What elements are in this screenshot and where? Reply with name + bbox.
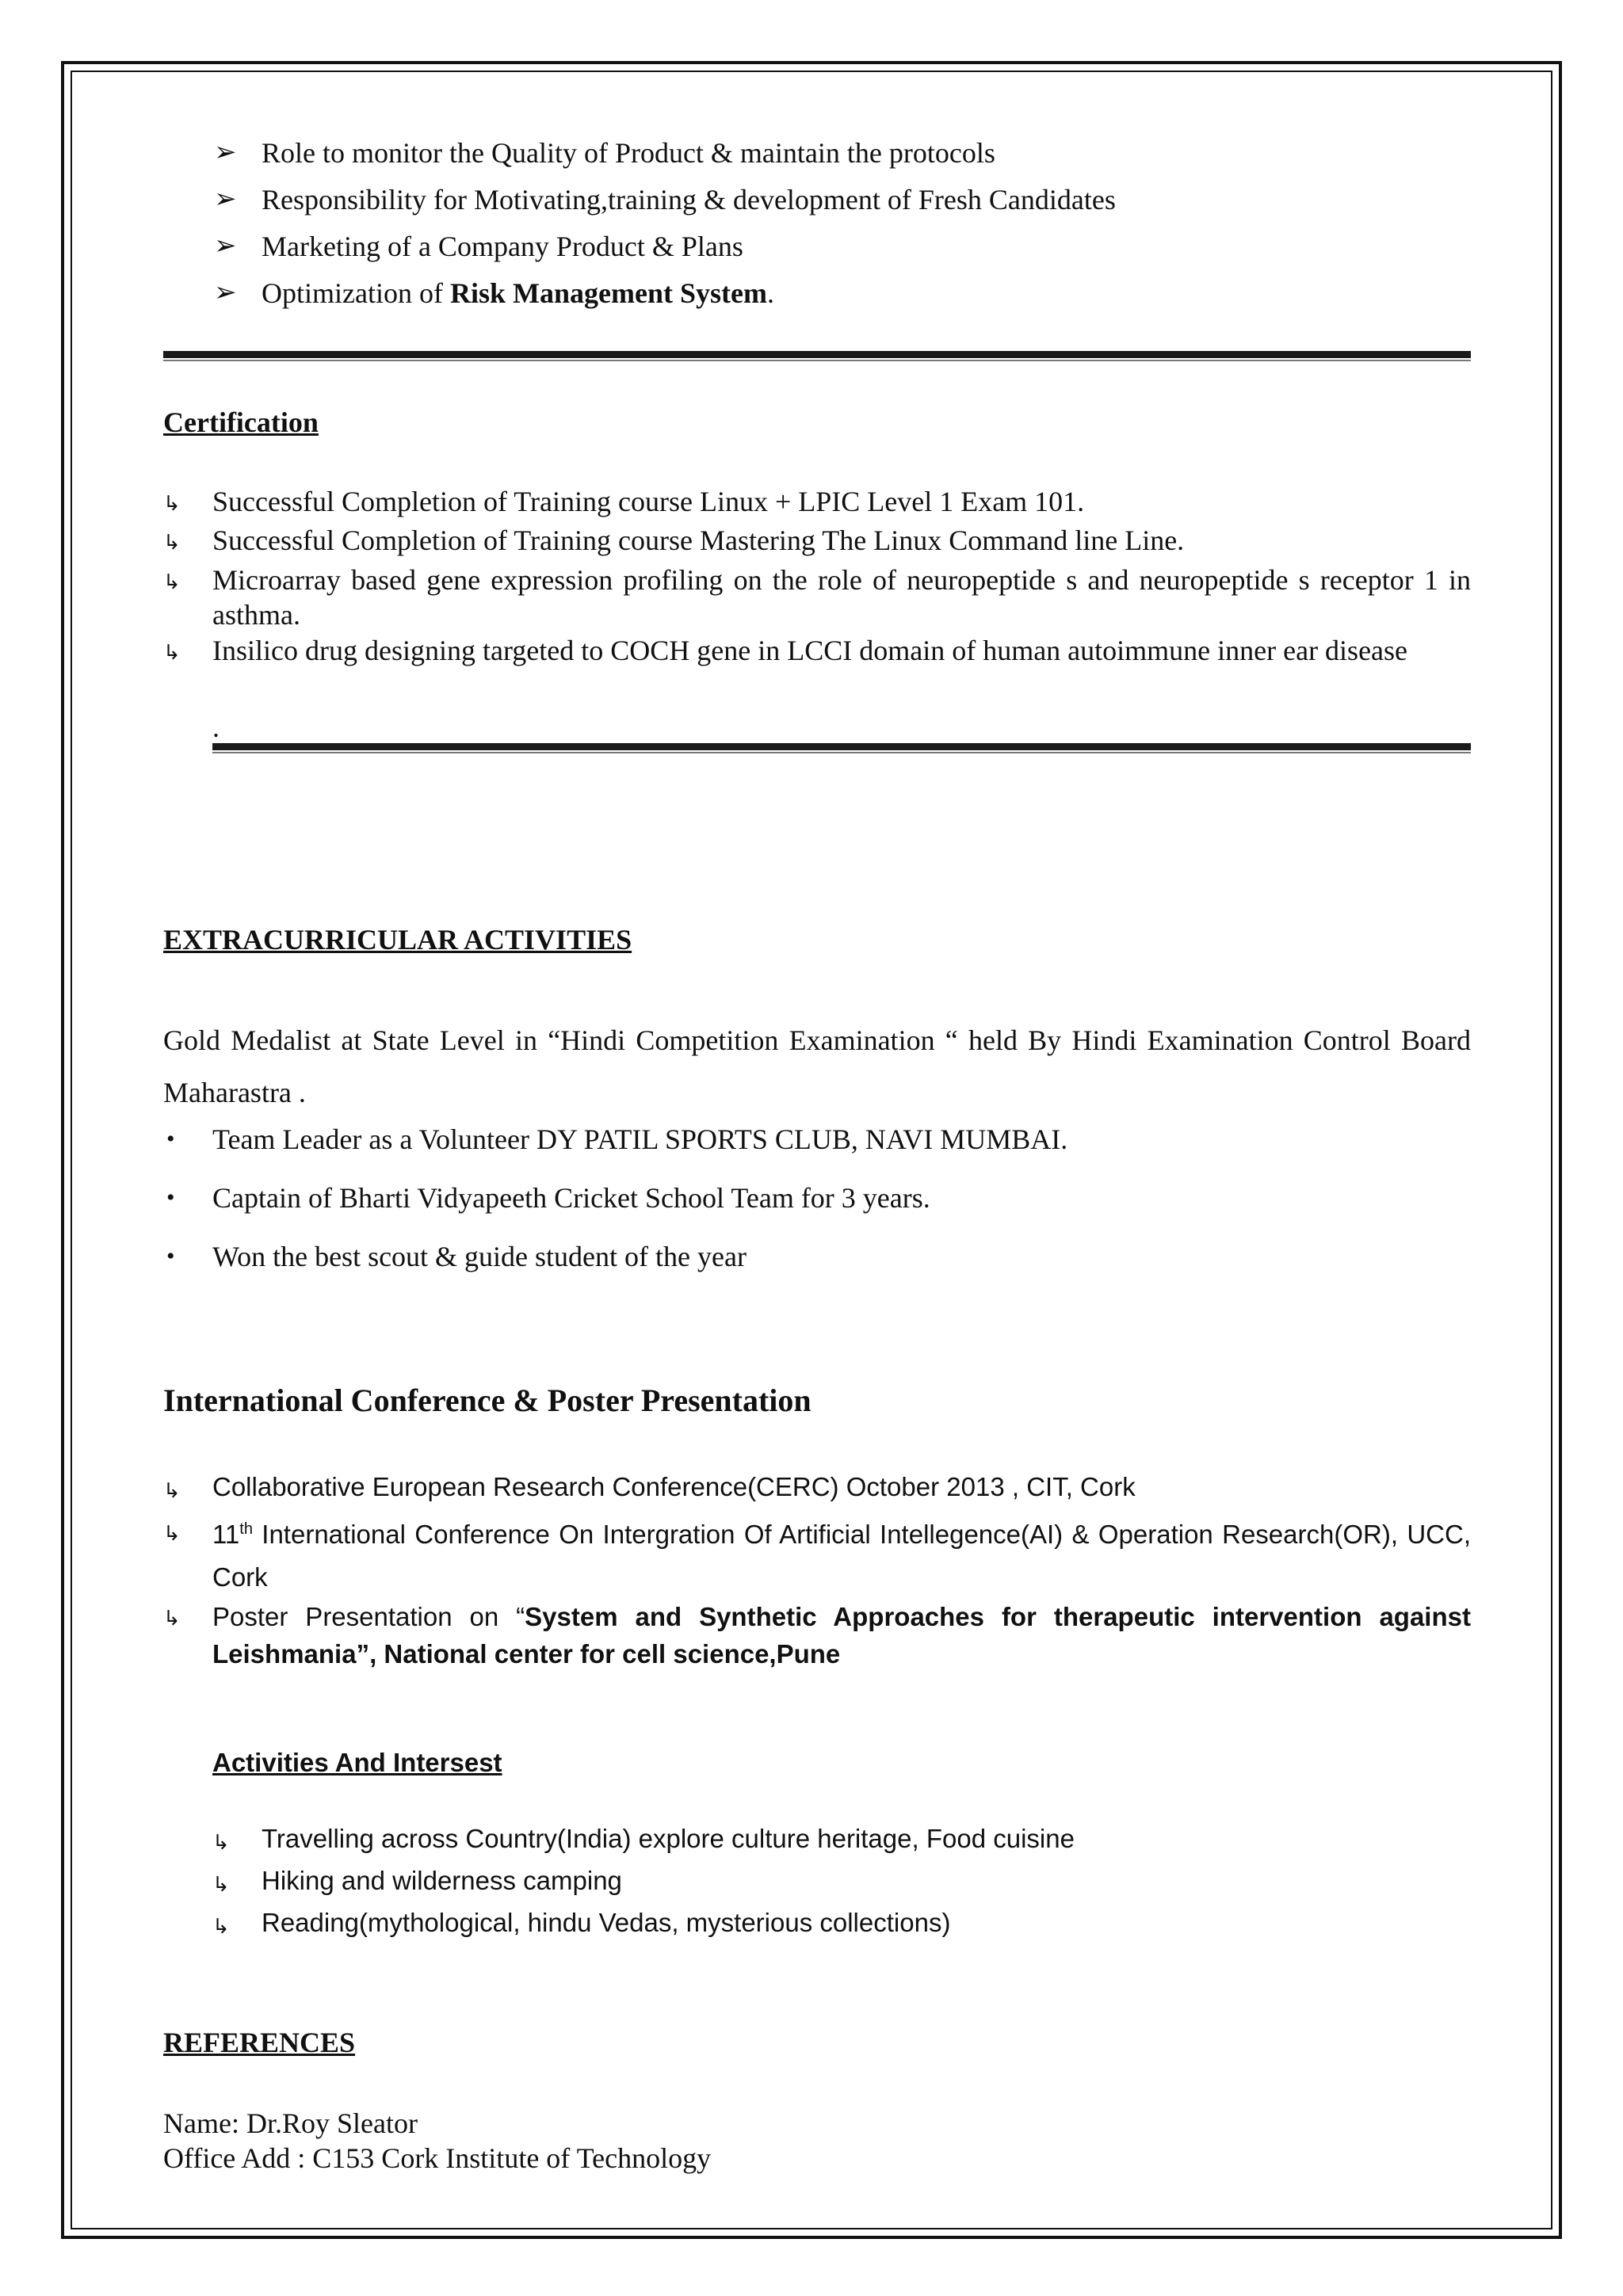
hook-arrow-icon: ↳ bbox=[212, 1914, 230, 1938]
bullet-icon: • bbox=[166, 1126, 175, 1152]
hook-arrow-icon: ↳ bbox=[163, 1521, 181, 1545]
section-divider bbox=[212, 743, 1471, 750]
hook-arrow-icon: ↳ bbox=[163, 1606, 181, 1630]
hook-arrow-icon: ↳ bbox=[212, 1830, 230, 1854]
section-divider bbox=[163, 351, 1471, 358]
extracurricular-paragraph: Gold Medalist at State Level in “Hindi Competition Examination “ held By Hindi Examination Control Board Maharastra . bbox=[163, 1024, 1471, 1108]
hook-arrow-icon: ↳ bbox=[163, 491, 181, 515]
list-item: Team Leader as a Volunteer DY PATIL SPORTS CLUB, NAVI MUMBAI. bbox=[212, 1123, 1068, 1155]
bullet-icon: • bbox=[166, 1184, 175, 1211]
arrow-bullet-icon: ➢ bbox=[214, 138, 237, 167]
list-item: Insilico drug designing targeted to COCH gene in LCCI domain of human autoimmune inner ear disease bbox=[212, 635, 1408, 666]
certification-heading: Certification bbox=[163, 406, 319, 438]
list-item: Collaborative European Research Conference(CERC) October 2013 , CIT, Cork bbox=[212, 1472, 1136, 1501]
trailing-period: . bbox=[212, 711, 220, 743]
hook-arrow-icon: ↳ bbox=[163, 1478, 181, 1502]
list-item: Won the best scout & guide student of the year bbox=[212, 1241, 747, 1272]
list-item: Optimization of Risk Management System. bbox=[262, 277, 774, 309]
hook-arrow-icon: ↳ bbox=[163, 570, 181, 593]
arrow-bullet-icon: ➢ bbox=[214, 185, 237, 214]
hook-arrow-icon: ↳ bbox=[163, 640, 181, 664]
list-item: Successful Completion of Training course Linux + LPIC Level 1 Exam 101. bbox=[212, 486, 1085, 517]
activities-heading: Activities And Intersest bbox=[212, 1748, 502, 1777]
references-heading: REFERENCES bbox=[163, 2027, 356, 2058]
hook-arrow-icon: ↳ bbox=[163, 530, 181, 554]
list-item: Hiking and wilderness camping bbox=[262, 1866, 622, 1895]
list-item: Reading(mythological, hindu Vedas, mysterious collections) bbox=[262, 1908, 951, 1937]
list-item: Marketing of a Company Product & Plans bbox=[262, 231, 743, 262]
list-item: Microarray based gene expression profiling on the role of neuropeptide s and neuropeptide s receptor 1 in asthma. bbox=[212, 564, 1471, 631]
bullet-icon: • bbox=[166, 1243, 175, 1269]
extracurricular-heading: EXTRACURRICULAR ACTIVITIES bbox=[163, 924, 632, 955]
reference-name: Name: Dr.Roy Sleator bbox=[163, 2107, 418, 2139]
conference-heading: International Conference & Poster Presentation bbox=[163, 1383, 812, 1418]
list-item: Successful Completion of Training course Mastering The Linux Command line Line. bbox=[212, 524, 1185, 556]
arrow-bullet-icon: ➢ bbox=[214, 278, 237, 307]
list-item: Poster Presentation on “System and Synthetic Approaches for therapeutic intervention against Leishmania”, National center for cell science,Pune bbox=[212, 1602, 1471, 1669]
list-item: Role to monitor the Quality of Product & maintain the protocols bbox=[262, 137, 995, 169]
list-item: Travelling across Country(India) explore culture heritage, Food cuisine bbox=[262, 1824, 1075, 1853]
list-item: 11th International Conference On Intergration Of Artificial Intellegence(AI) & Operation Research(OR), UCC, Cork bbox=[212, 1520, 1471, 1592]
list-item: Responsibility for Motivating,training & development of Fresh Candidates bbox=[262, 184, 1116, 215]
reference-office: Office Add : C153 Cork Institute of Technology bbox=[163, 2142, 712, 2174]
list-item: Captain of Bharti Vidyapeeth Cricket School Team for 3 years. bbox=[212, 1182, 930, 1214]
arrow-bullet-icon: ➢ bbox=[214, 231, 237, 261]
hook-arrow-icon: ↳ bbox=[212, 1872, 230, 1896]
